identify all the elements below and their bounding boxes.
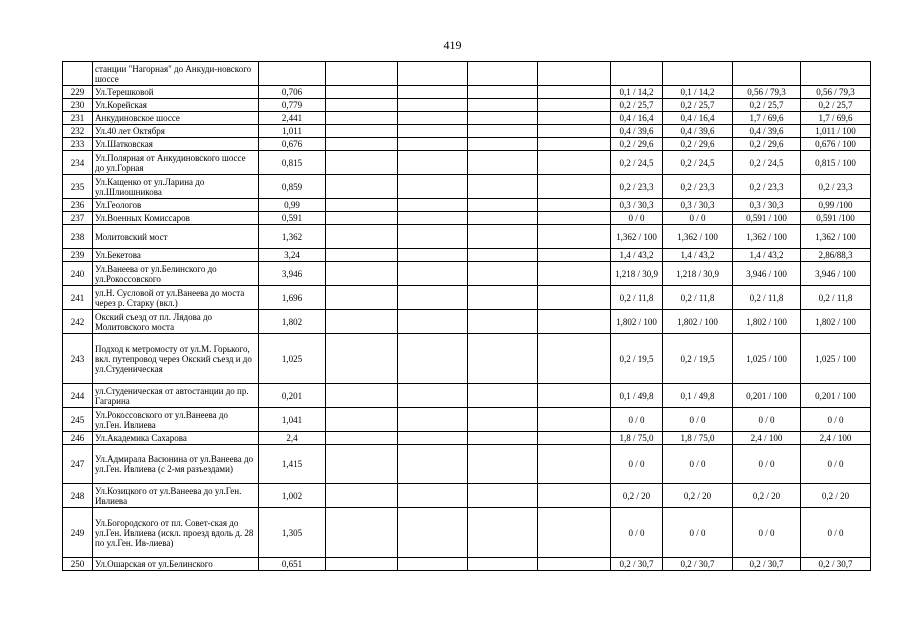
road-length: 0,676 xyxy=(259,138,326,151)
empty-cell xyxy=(398,384,468,408)
empty-cell xyxy=(538,558,611,571)
value-cell: 0,4 / 16,4 xyxy=(611,112,663,125)
road-length xyxy=(259,62,326,86)
value-cell: 0,2 / 20 xyxy=(611,484,663,508)
value-cell: 0,1 / 14,2 xyxy=(611,86,663,99)
empty-cell xyxy=(398,262,468,286)
row-number: 241 xyxy=(63,286,93,310)
value-cell: 1,802 / 100 xyxy=(733,310,801,334)
row-number: 236 xyxy=(63,199,93,212)
road-name: Молитовский мост xyxy=(93,225,259,249)
empty-cell xyxy=(398,508,468,558)
value-cell: 0,2 / 23,3 xyxy=(733,175,801,199)
value-cell: 0 / 0 xyxy=(663,445,733,484)
table-body xyxy=(63,62,871,571)
value-cell: 0,2 / 29,6 xyxy=(611,138,663,151)
value-cell xyxy=(663,62,733,86)
road-name: Ул.Полярная от Анкудиновского шоссе до ул.Горная xyxy=(93,151,259,175)
value-cell: 1,218 / 30,9 xyxy=(611,262,663,286)
empty-cell xyxy=(468,225,538,249)
road-name: ул.Н. Сусловой от ул.Ванеева до моста через р. Старку (вкл.) xyxy=(93,286,259,310)
road-name: Ул.Академика Сахарова xyxy=(93,432,259,445)
road-name: Ул.Военных Комиссаров xyxy=(93,212,259,225)
empty-cell xyxy=(326,86,398,99)
empty-cell xyxy=(468,99,538,112)
road-length: 1,696 xyxy=(259,286,326,310)
empty-cell xyxy=(538,286,611,310)
empty-cell xyxy=(326,432,398,445)
value-cell: 0 / 0 xyxy=(611,408,663,432)
empty-cell xyxy=(538,384,611,408)
empty-cell xyxy=(538,99,611,112)
road-length: 1,362 xyxy=(259,225,326,249)
empty-cell xyxy=(468,138,538,151)
empty-cell xyxy=(398,484,468,508)
table-row xyxy=(63,175,871,199)
value-cell: 0 / 0 xyxy=(733,408,801,432)
empty-cell xyxy=(398,249,468,262)
value-cell: 0,2 / 29,6 xyxy=(663,138,733,151)
road-name: Анкудиновское шоссе xyxy=(93,112,259,125)
value-cell: 0 / 0 xyxy=(611,508,663,558)
value-cell: 0,56 / 79,3 xyxy=(733,86,801,99)
value-cell: 0,2 / 23,3 xyxy=(611,175,663,199)
value-cell: 0,2 / 24,5 xyxy=(663,151,733,175)
value-cell: 0 / 0 xyxy=(663,212,733,225)
empty-cell xyxy=(468,286,538,310)
empty-cell xyxy=(538,175,611,199)
value-cell xyxy=(801,62,871,86)
road-length: 1,041 xyxy=(259,408,326,432)
value-cell: 0,2 / 25,7 xyxy=(663,99,733,112)
value-cell: 0 / 0 xyxy=(663,508,733,558)
value-cell: 0,4 / 39,6 xyxy=(663,125,733,138)
road-length: 0,651 xyxy=(259,558,326,571)
empty-cell xyxy=(538,508,611,558)
road-length: 0,706 xyxy=(259,86,326,99)
empty-cell xyxy=(538,408,611,432)
road-name: Ул.Терешковой xyxy=(93,86,259,99)
value-cell: 0,2 / 11,8 xyxy=(663,286,733,310)
empty-cell xyxy=(326,484,398,508)
row-number: 234 xyxy=(63,151,93,175)
empty-cell xyxy=(468,62,538,86)
row-number: 250 xyxy=(63,558,93,571)
table-row xyxy=(63,151,871,175)
table-row xyxy=(63,86,871,99)
empty-cell xyxy=(468,125,538,138)
road-name: Окский съезд от пл. Лядова до Молитовского моста xyxy=(93,310,259,334)
row-number: 231 xyxy=(63,112,93,125)
empty-cell xyxy=(326,334,398,384)
empty-cell xyxy=(326,212,398,225)
empty-cell xyxy=(398,125,468,138)
empty-cell xyxy=(468,384,538,408)
row-number: 248 xyxy=(63,484,93,508)
value-cell: 1,4 / 43,2 xyxy=(663,249,733,262)
road-length: 0,99 xyxy=(259,199,326,212)
empty-cell xyxy=(326,445,398,484)
empty-cell xyxy=(468,310,538,334)
value-cell: 1,802 / 100 xyxy=(611,310,663,334)
row-number: 245 xyxy=(63,408,93,432)
road-name: Ул.Бекетова xyxy=(93,249,259,262)
value-cell: 1,011 / 100 xyxy=(801,125,871,138)
value-cell: 1,7 / 69,6 xyxy=(801,112,871,125)
value-cell: 0,2 / 24,5 xyxy=(611,151,663,175)
empty-cell xyxy=(398,175,468,199)
road-length: 2,4 xyxy=(259,432,326,445)
value-cell: 0,591 /100 xyxy=(801,212,871,225)
roads-table xyxy=(62,61,871,571)
row-number: 242 xyxy=(63,310,93,334)
empty-cell xyxy=(468,112,538,125)
table-row xyxy=(63,99,871,112)
empty-cell xyxy=(468,508,538,558)
value-cell: 0,2 / 19,5 xyxy=(663,334,733,384)
table-row xyxy=(63,384,871,408)
value-cell: 1,025 / 100 xyxy=(733,334,801,384)
road-length: 0,201 xyxy=(259,384,326,408)
road-length: 1,025 xyxy=(259,334,326,384)
value-cell: 3,946 / 100 xyxy=(801,262,871,286)
table-row xyxy=(63,199,871,212)
row-number: 233 xyxy=(63,138,93,151)
value-cell: 2,4 / 100 xyxy=(733,432,801,445)
value-cell: 0,2 / 24,5 xyxy=(733,151,801,175)
value-cell: 0 / 0 xyxy=(801,408,871,432)
table-row xyxy=(63,334,871,384)
empty-cell xyxy=(468,558,538,571)
value-cell: 0,2 / 11,8 xyxy=(801,286,871,310)
road-name: станции "Нагорная" до Анкуди-новского шоссе xyxy=(93,62,259,86)
empty-cell xyxy=(468,175,538,199)
table-row xyxy=(63,432,871,445)
empty-cell xyxy=(326,249,398,262)
road-length: 0,779 xyxy=(259,99,326,112)
row-number: 238 xyxy=(63,225,93,249)
value-cell: 0,201 / 100 xyxy=(733,384,801,408)
empty-cell xyxy=(538,262,611,286)
value-cell: 0,2 / 25,7 xyxy=(611,99,663,112)
value-cell: 0,2 / 11,8 xyxy=(733,286,801,310)
empty-cell xyxy=(538,199,611,212)
empty-cell xyxy=(398,225,468,249)
value-cell: 2,86/88,3 xyxy=(801,249,871,262)
empty-cell xyxy=(398,99,468,112)
value-cell: 0,3 / 30,3 xyxy=(611,199,663,212)
empty-cell xyxy=(468,249,538,262)
row-number: 229 xyxy=(63,86,93,99)
empty-cell xyxy=(326,125,398,138)
value-cell: 0,2 / 20 xyxy=(663,484,733,508)
empty-cell xyxy=(326,175,398,199)
empty-cell xyxy=(538,138,611,151)
value-cell: 0,2 / 20 xyxy=(801,484,871,508)
value-cell: 0 / 0 xyxy=(733,445,801,484)
empty-cell xyxy=(468,199,538,212)
road-name: Ул.Шатковская xyxy=(93,138,259,151)
empty-cell xyxy=(326,286,398,310)
value-cell: 0,2 / 25,7 xyxy=(801,99,871,112)
empty-cell xyxy=(326,408,398,432)
empty-cell xyxy=(398,138,468,151)
row-number: 249 xyxy=(63,508,93,558)
road-length: 1,802 xyxy=(259,310,326,334)
value-cell: 0,2 / 11,8 xyxy=(611,286,663,310)
road-name: Ул.Ванеева от ул.Белинского до ул.Рокоссовского xyxy=(93,262,259,286)
value-cell: 0,4 / 39,6 xyxy=(611,125,663,138)
road-length: 1,305 xyxy=(259,508,326,558)
value-cell: 0,4 / 16,4 xyxy=(663,112,733,125)
value-cell: 1,8 / 75,0 xyxy=(663,432,733,445)
table-row xyxy=(63,408,871,432)
value-cell: 0,1 / 49,8 xyxy=(663,384,733,408)
empty-cell xyxy=(538,151,611,175)
value-cell: 0 / 0 xyxy=(611,445,663,484)
value-cell: 0,56 / 79,3 xyxy=(801,86,871,99)
value-cell: 1,025 / 100 xyxy=(801,334,871,384)
road-name: Ул.40 лет Октября xyxy=(93,125,259,138)
road-name: Ул.Кащенко от ул.Ларина до ул.Шлиошникова xyxy=(93,175,259,199)
value-cell: 3,946 / 100 xyxy=(733,262,801,286)
empty-cell xyxy=(398,212,468,225)
empty-cell xyxy=(326,151,398,175)
road-length: 0,815 xyxy=(259,151,326,175)
table-row xyxy=(63,112,871,125)
value-cell: 1,8 / 75,0 xyxy=(611,432,663,445)
value-cell: 1,802 / 100 xyxy=(801,310,871,334)
road-length: 3,946 xyxy=(259,262,326,286)
empty-cell xyxy=(326,138,398,151)
road-length: 3,24 xyxy=(259,249,326,262)
value-cell: 0,1 / 49,8 xyxy=(611,384,663,408)
value-cell: 0,591 / 100 xyxy=(733,212,801,225)
value-cell: 0,2 / 30,7 xyxy=(663,558,733,571)
empty-cell xyxy=(398,151,468,175)
table-row xyxy=(63,558,871,571)
value-cell: 1,218 / 30,9 xyxy=(663,262,733,286)
empty-cell xyxy=(398,112,468,125)
empty-cell xyxy=(538,484,611,508)
value-cell: 0,2 / 23,3 xyxy=(801,175,871,199)
road-name: ул.Студеническая от автостанции до пр. Гагарина xyxy=(93,384,259,408)
empty-cell xyxy=(468,334,538,384)
row-number: 243 xyxy=(63,334,93,384)
road-name: Ул.Адмирала Васюнина от ул.Ванеева до ул.Ген. Ивлиева (с 2-мя разъездами) xyxy=(93,445,259,484)
empty-cell xyxy=(468,86,538,99)
row-number: 239 xyxy=(63,249,93,262)
road-name: Ул.Рокоссовского от ул.Ванеева до ул.Ген. Ивлиева xyxy=(93,408,259,432)
table-row xyxy=(63,286,871,310)
empty-cell xyxy=(398,199,468,212)
empty-cell xyxy=(326,508,398,558)
row-number: 237 xyxy=(63,212,93,225)
value-cell: 1,362 / 100 xyxy=(663,225,733,249)
empty-cell xyxy=(538,334,611,384)
row-number: 235 xyxy=(63,175,93,199)
value-cell: 0,1 / 14,2 xyxy=(663,86,733,99)
table-row xyxy=(63,62,871,86)
value-cell: 0 / 0 xyxy=(611,212,663,225)
table-row xyxy=(63,262,871,286)
empty-cell xyxy=(538,445,611,484)
empty-cell xyxy=(398,408,468,432)
value-cell: 0,2 / 29,6 xyxy=(733,138,801,151)
value-cell: 0,201 / 100 xyxy=(801,384,871,408)
table-row xyxy=(63,138,871,151)
empty-cell xyxy=(398,445,468,484)
row-number: 240 xyxy=(63,262,93,286)
road-name: Ул.Ошарская от ул.Белинского xyxy=(93,558,259,571)
road-length: 1,002 xyxy=(259,484,326,508)
table-row xyxy=(63,125,871,138)
empty-cell xyxy=(538,225,611,249)
value-cell: 0 / 0 xyxy=(801,445,871,484)
value-cell: 0,2 / 19,5 xyxy=(611,334,663,384)
empty-cell xyxy=(538,432,611,445)
empty-cell xyxy=(398,432,468,445)
empty-cell xyxy=(468,484,538,508)
empty-cell xyxy=(398,86,468,99)
table-row xyxy=(63,445,871,484)
row-number xyxy=(63,62,93,86)
value-cell: 0,2 / 30,7 xyxy=(801,558,871,571)
empty-cell xyxy=(468,151,538,175)
empty-cell xyxy=(538,212,611,225)
value-cell: 0,4 / 39,6 xyxy=(733,125,801,138)
empty-cell xyxy=(538,249,611,262)
road-length: 0,591 xyxy=(259,212,326,225)
row-number: 232 xyxy=(63,125,93,138)
empty-cell xyxy=(398,334,468,384)
empty-cell xyxy=(398,558,468,571)
road-length: 1,415 xyxy=(259,445,326,484)
empty-cell xyxy=(398,286,468,310)
road-name: Ул.Геологов xyxy=(93,199,259,212)
road-name: Подход к метромосту от ул.М. Горького, вкл. путепровод через Окский съезд и до ул.Студеническая xyxy=(93,334,259,384)
value-cell: 0,3 / 30,3 xyxy=(663,199,733,212)
row-number: 244 xyxy=(63,384,93,408)
empty-cell xyxy=(326,112,398,125)
empty-cell xyxy=(538,310,611,334)
value-cell: 0,2 / 20 xyxy=(733,484,801,508)
table-row xyxy=(63,310,871,334)
empty-cell xyxy=(326,384,398,408)
value-cell xyxy=(733,62,801,86)
empty-cell xyxy=(326,199,398,212)
road-name: Ул.Козицкого от ул.Ванеева до ул.Ген. Ивлиева xyxy=(93,484,259,508)
empty-cell xyxy=(468,212,538,225)
empty-cell xyxy=(326,310,398,334)
empty-cell xyxy=(326,99,398,112)
row-number: 230 xyxy=(63,99,93,112)
road-length: 0,859 xyxy=(259,175,326,199)
value-cell: 1,362 / 100 xyxy=(733,225,801,249)
empty-cell xyxy=(326,62,398,86)
empty-cell xyxy=(468,445,538,484)
road-name: Ул.Корейская xyxy=(93,99,259,112)
value-cell xyxy=(611,62,663,86)
value-cell: 0,815 / 100 xyxy=(801,151,871,175)
value-cell: 2,4 / 100 xyxy=(801,432,871,445)
row-number: 247 xyxy=(63,445,93,484)
road-length: 2,441 xyxy=(259,112,326,125)
value-cell: 1,362 / 100 xyxy=(801,225,871,249)
road-name: Ул.Богородского от пл. Совет-ская до ул.Ген. Ивлиева (искл. проезд вдоль д. 28 по ул.Ген. Ив-лиева) xyxy=(93,508,259,558)
value-cell: 1,7 / 69,6 xyxy=(733,112,801,125)
value-cell: 0,99 /100 xyxy=(801,199,871,212)
value-cell: 0,676 / 100 xyxy=(801,138,871,151)
empty-cell xyxy=(468,262,538,286)
value-cell: 0,2 / 30,7 xyxy=(733,558,801,571)
empty-cell xyxy=(538,86,611,99)
value-cell: 1,362 / 100 xyxy=(611,225,663,249)
table-row xyxy=(63,225,871,249)
value-cell: 1,4 / 43,2 xyxy=(611,249,663,262)
table-row xyxy=(63,484,871,508)
value-cell: 0,2 / 25,7 xyxy=(733,99,801,112)
empty-cell xyxy=(468,408,538,432)
empty-cell xyxy=(326,225,398,249)
empty-cell xyxy=(538,112,611,125)
value-cell: 0,2 / 30,7 xyxy=(611,558,663,571)
value-cell: 1,802 / 100 xyxy=(663,310,733,334)
empty-cell xyxy=(326,262,398,286)
table-row xyxy=(63,249,871,262)
empty-cell xyxy=(538,125,611,138)
value-cell: 0 / 0 xyxy=(663,408,733,432)
value-cell: 0 / 0 xyxy=(801,508,871,558)
row-number: 246 xyxy=(63,432,93,445)
value-cell: 0,3 / 30,3 xyxy=(733,199,801,212)
empty-cell xyxy=(398,310,468,334)
empty-cell xyxy=(468,432,538,445)
table-row xyxy=(63,212,871,225)
road-length: 1,011 xyxy=(259,125,326,138)
table-row xyxy=(63,508,871,558)
value-cell: 1,4 / 43,2 xyxy=(733,249,801,262)
value-cell: 0 / 0 xyxy=(733,508,801,558)
value-cell: 0,2 / 23,3 xyxy=(663,175,733,199)
empty-cell xyxy=(538,62,611,86)
page-number: 419 xyxy=(443,38,462,52)
empty-cell xyxy=(398,62,468,86)
empty-cell xyxy=(326,558,398,571)
